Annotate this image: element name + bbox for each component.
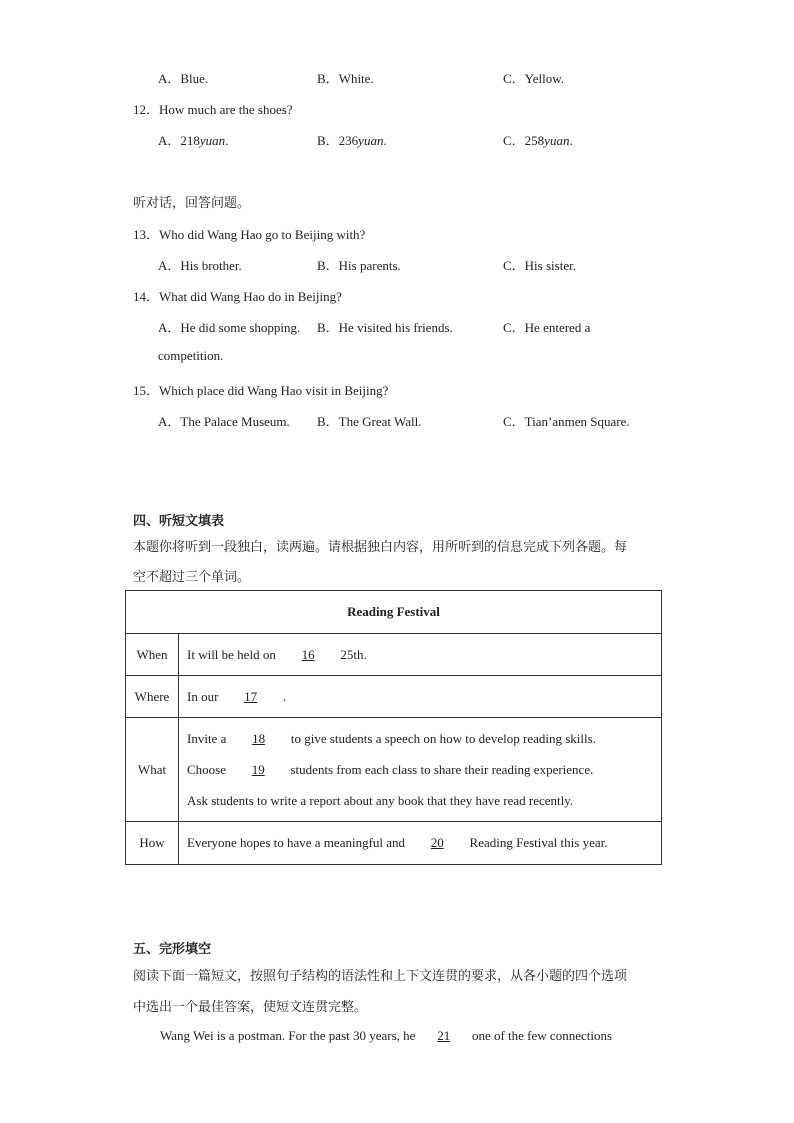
table-row-where xyxy=(126,676,662,718)
q13-option-a: A．His brother. xyxy=(158,258,242,273)
section4-heading: 四、听短文填表 xyxy=(133,514,225,529)
q12-question: 12．How much are the shoes? xyxy=(133,102,293,117)
q14-option-a: A．He did some shopping. xyxy=(158,320,301,335)
reading-festival-table xyxy=(125,590,662,865)
q12-option-c: C．258yuan. xyxy=(503,133,573,148)
q14-option-b: B．He visited his friends. xyxy=(317,320,453,335)
q15-question: 15．Which place did Wang Hao visit in Beijing? xyxy=(133,383,389,398)
what-line-1: Invite a 18 to give students a speech on how to develop reading skills. xyxy=(187,723,661,754)
row-content-what xyxy=(179,718,662,822)
row-label-where: Where xyxy=(126,676,179,718)
table-title: Reading Festival xyxy=(126,591,662,634)
row-label-what: What xyxy=(126,718,179,822)
q14-option-c-continuation: competition. xyxy=(158,348,224,363)
what-line-2: Choose 19 students from each class to share their reading experience. xyxy=(187,754,661,785)
section4-instruction-line2: 空不超过三个单词。 xyxy=(133,570,251,585)
what-line-3: Ask students to write a report about any book that they have read recently. xyxy=(187,793,574,808)
row-label-when: When xyxy=(126,634,179,676)
q13-option-c: C．His sister. xyxy=(503,258,576,273)
table-row-what xyxy=(126,718,662,822)
q13-question: 13．Who did Wang Hao go to Beijing with? xyxy=(133,227,366,242)
row-content-how: Everyone hopes to have a meaningful and 20 Reading Festival this year. xyxy=(179,822,662,865)
q11-option-a: A．Blue. xyxy=(158,71,209,86)
section4-instruction-line1: 本题你将听到一段独白，读两遍。请根据独白内容，用所听到的信息完成下列各题。每 xyxy=(133,540,628,555)
q14-option-c: C．He entered a xyxy=(503,320,591,335)
row-label-how: How xyxy=(126,822,179,865)
section5-instruction-line2: 中选出一个最佳答案，使短文连贯完整。 xyxy=(133,1000,368,1015)
blank-19[interactable]: 19 xyxy=(251,762,265,777)
blank-18[interactable]: 18 xyxy=(252,731,266,746)
table-row-how xyxy=(126,822,662,865)
row-content-where: In our 17 . xyxy=(179,676,662,718)
section5-heading: 五、完形填空 xyxy=(133,942,212,957)
q12-option-a: A．218yuan. xyxy=(158,133,229,148)
q15-option-a: A．The Palace Museum. xyxy=(158,414,290,429)
blank-17[interactable]: 17 xyxy=(244,688,258,704)
q13-option-b: B．His parents. xyxy=(317,258,401,273)
passage-first-line: Wang Wei is a postman. For the past 30 years, he 21 one of the few connections xyxy=(160,1028,613,1043)
q12-option-b: B．236yuan. xyxy=(317,133,387,148)
q15-option-c: C．Tian’anmen Square. xyxy=(503,414,630,429)
q15-option-b: B．The Great Wall. xyxy=(317,414,422,429)
q11-option-c: C．Yellow. xyxy=(503,71,565,86)
table-row-when xyxy=(126,634,662,676)
blank-16[interactable]: 16 xyxy=(301,646,315,662)
q14-question: 14．What did Wang Hao do in Beijing? xyxy=(133,289,342,304)
dialogue-instruction: 听对话，回答问题。 xyxy=(133,196,251,211)
q11-option-b: B．White. xyxy=(317,71,374,86)
blank-20[interactable]: 20 xyxy=(430,835,444,850)
blank-21[interactable]: 21 xyxy=(437,1028,451,1043)
section5-instruction-line1: 阅读下面一篇短文，按照句子结构的语法性和上下文连贯的要求，从各小题的四个选项 xyxy=(133,969,628,984)
row-content-when: It will be held on 16 25th. xyxy=(179,634,662,676)
